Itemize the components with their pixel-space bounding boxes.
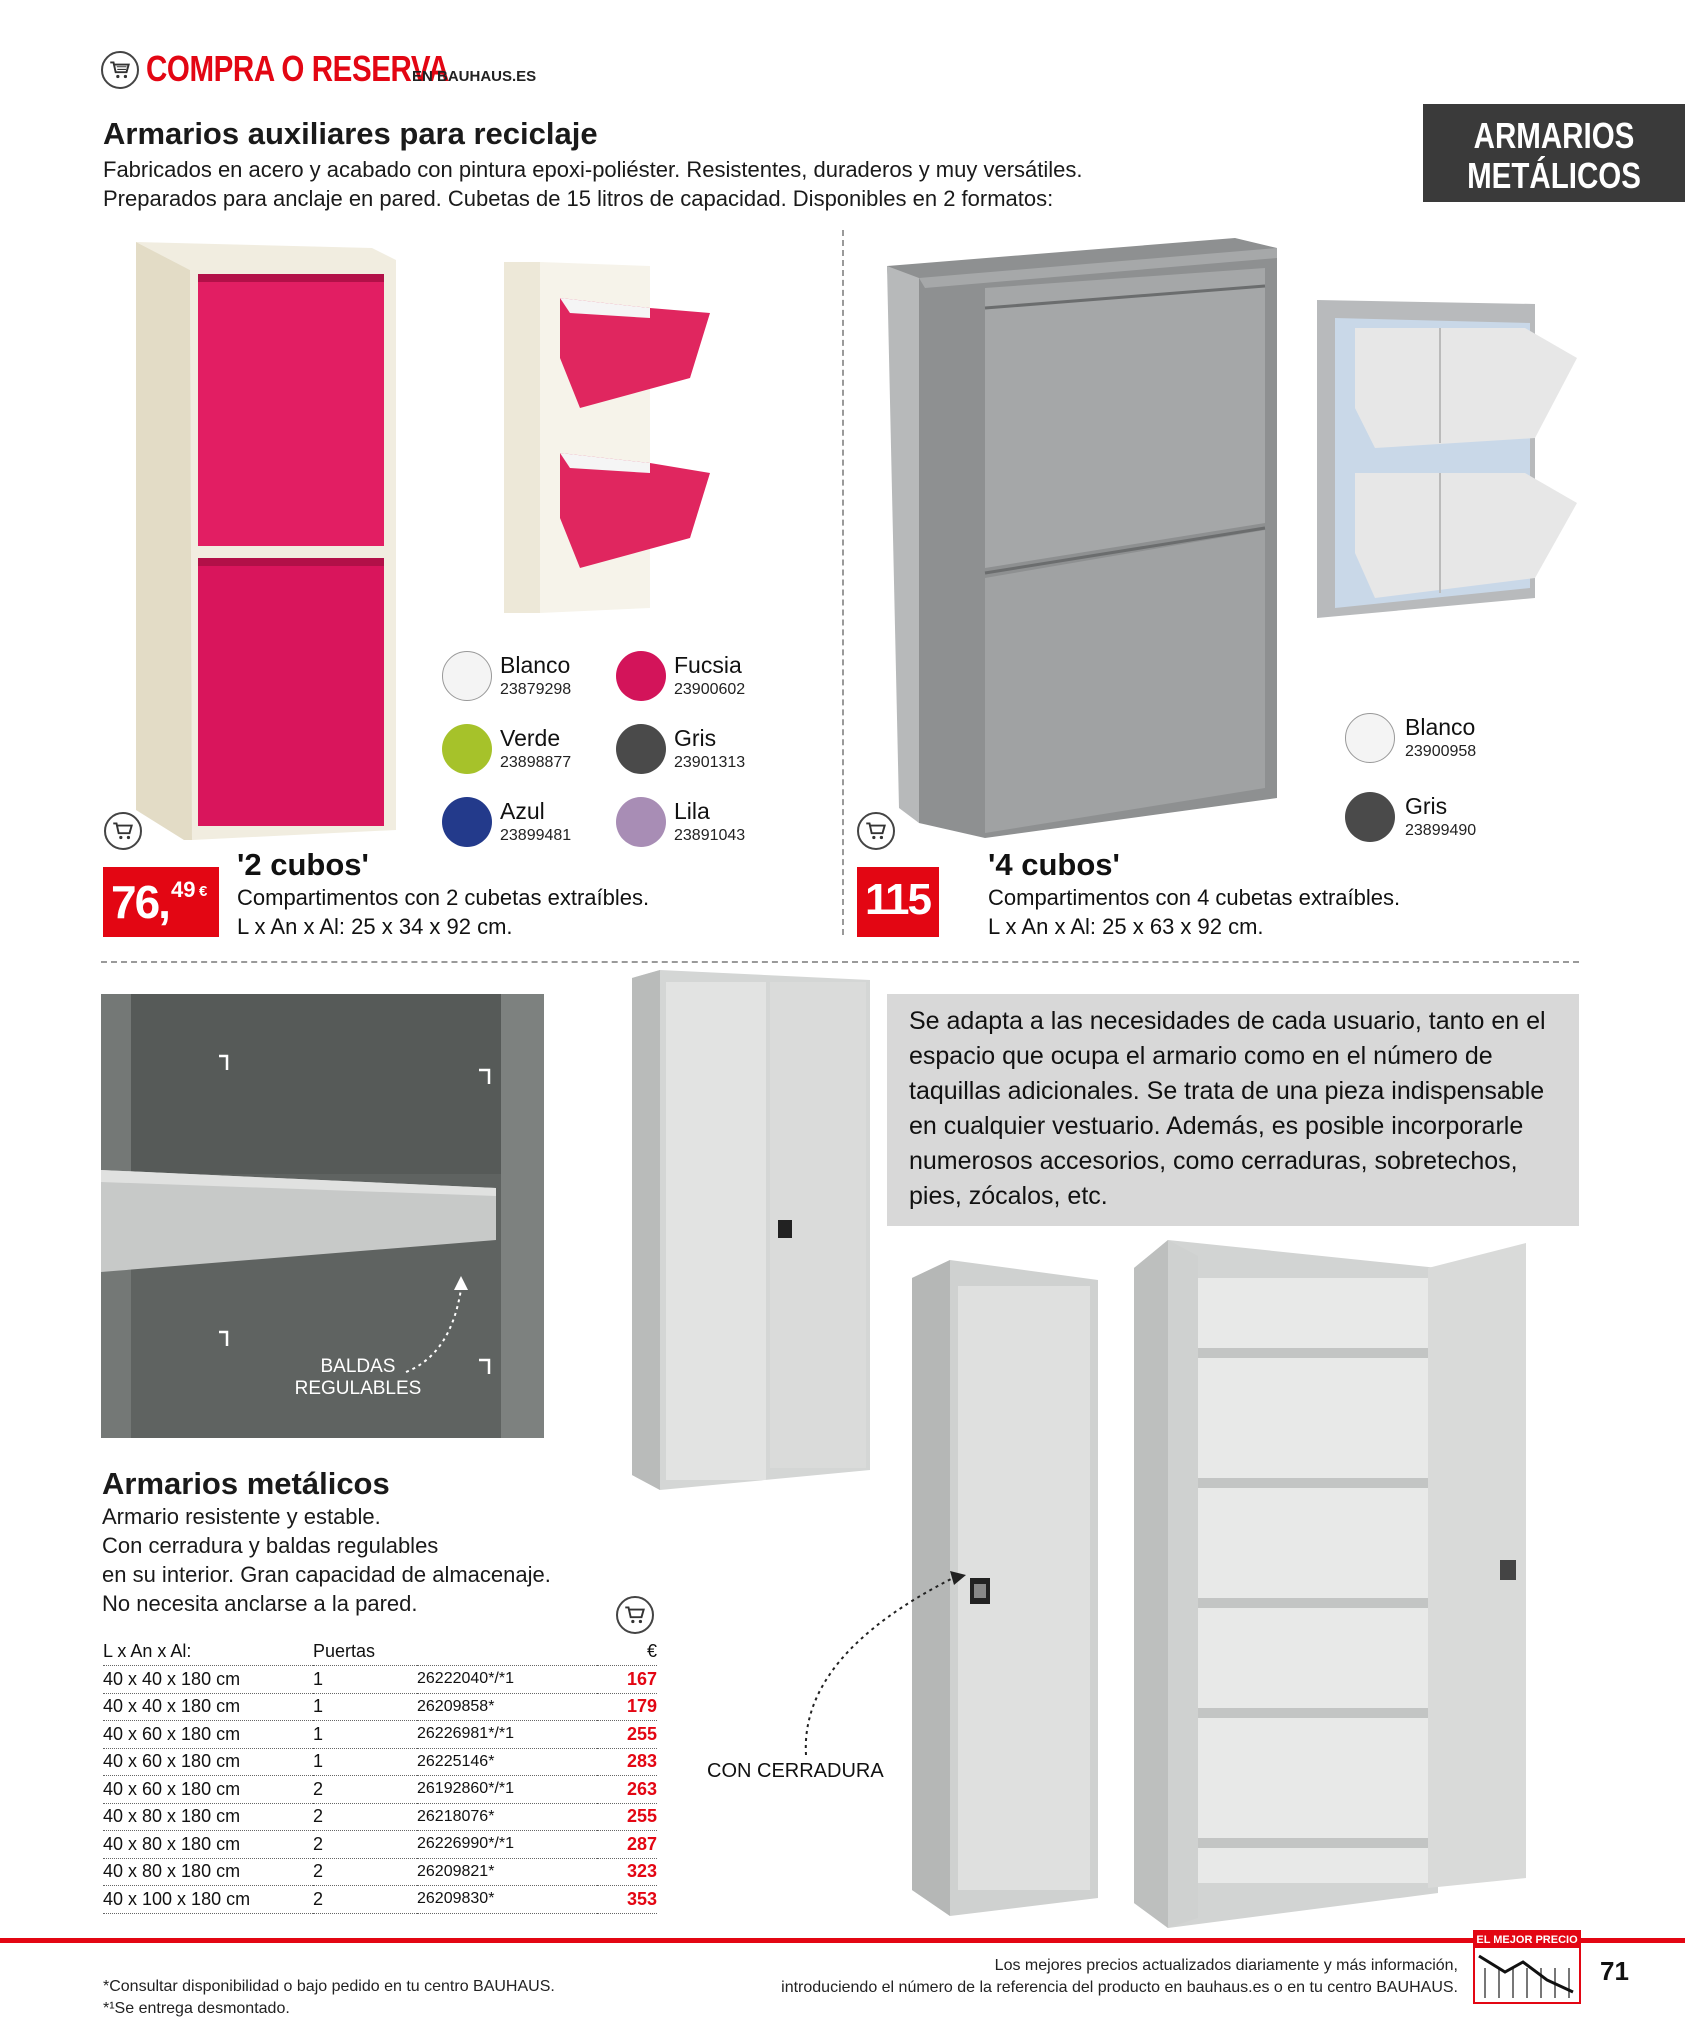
cell-doors: 1 bbox=[313, 1693, 417, 1721]
cell-ref[interactable]: 26209858* bbox=[417, 1693, 597, 1721]
recycling-desc-line1: Fabricados en acero y acabado con pintura epoxi-poliéster. Resistentes, duraderos y muy versátiles. bbox=[103, 157, 1083, 182]
table-row bbox=[103, 1831, 657, 1859]
metal-desc-line: No necesita anclarse a la pared. bbox=[102, 1591, 418, 1616]
cart-icon[interactable] bbox=[101, 51, 139, 89]
two-bin-line1: Compartimentos con 2 cubetas extraíbles. bbox=[237, 885, 650, 910]
feature-callout: Se adapta a las necesidades de cada usuario, tanto en el espacio que ocupa el armario como en el número de taquillas adicionales. Se trata de una pieza indispensable en cualquier vestuario. Además, es posible incorporarle numerosos accesorios, como cerraduras, sobretechos, pies, zócalos, etc. bbox=[887, 994, 1579, 1226]
table-row bbox=[103, 1721, 657, 1749]
table-row bbox=[103, 1776, 657, 1804]
price-currency: € bbox=[941, 887, 955, 914]
column-divider bbox=[842, 230, 844, 935]
header-dims: L x An x Al: bbox=[103, 1638, 313, 1666]
cell-price: 263 bbox=[597, 1776, 657, 1804]
page-number: 71 bbox=[1600, 1956, 1629, 1986]
price-integer: 76, bbox=[111, 876, 169, 928]
section-tab bbox=[1423, 104, 1685, 202]
four-bin-line1: Compartimentos con 4 cubetas extraíbles. bbox=[988, 885, 1401, 910]
cell-dims: 40 x 80 x 180 cm bbox=[103, 1858, 313, 1886]
metal-desc-line: Con cerradura y baldas regulables bbox=[102, 1533, 439, 1558]
table-row bbox=[103, 1803, 657, 1831]
swatch-code: 23898877 bbox=[500, 754, 572, 771]
lock-label: CON CERRADURA bbox=[707, 1760, 884, 1782]
swatch-gris[interactable] bbox=[616, 724, 666, 774]
header-title: COMPRA O RESERVA bbox=[146, 48, 449, 89]
cell-dims: 40 x 100 x 180 cm bbox=[103, 1886, 313, 1914]
cell-price: 167 bbox=[597, 1666, 657, 1694]
cell-doors: 2 bbox=[313, 1776, 417, 1804]
cell-ref[interactable]: 26225146* bbox=[417, 1748, 597, 1776]
table-row bbox=[103, 1748, 657, 1776]
footer-info bbox=[700, 1955, 1458, 1999]
section-tab-line1: ARMARIOS bbox=[1473, 115, 1635, 156]
swatch-name: Azul bbox=[500, 798, 545, 824]
four-bin-cabinet-image bbox=[885, 238, 1280, 838]
footer-note: *Consultar disponibilidad o bajo pedido en tu centro BAUHAUS. bbox=[103, 1978, 555, 1995]
swatch-code: 23879298 bbox=[500, 681, 572, 698]
two-bin-line2: L x An x Al: 25 x 34 x 92 cm. bbox=[237, 914, 513, 939]
cell-price: 283 bbox=[597, 1748, 657, 1776]
cell-doors: 2 bbox=[313, 1858, 417, 1886]
recycling-desc bbox=[103, 155, 1203, 213]
price-integer: 115 bbox=[865, 875, 930, 924]
footer-bar bbox=[0, 1938, 1685, 1943]
metal-title: Armarios metálicos bbox=[102, 1466, 390, 1501]
section-tab-line2: METÁLICOS bbox=[1467, 155, 1641, 196]
metal-desc-line: en su interior. Gran capacidad de almacenaje. bbox=[102, 1562, 551, 1587]
double-door-cabinet-image bbox=[630, 970, 875, 1490]
cell-doors: 1 bbox=[313, 1666, 417, 1694]
metal-desc bbox=[102, 1502, 551, 1618]
swatch-name: Lila bbox=[674, 798, 710, 824]
four-bin-name: '4 cubos' bbox=[988, 847, 1120, 882]
best-price-label: EL MEJOR PRECIO bbox=[1476, 1934, 1578, 1946]
cell-doors: 2 bbox=[313, 1803, 417, 1831]
cell-dims: 40 x 60 x 180 cm bbox=[103, 1776, 313, 1804]
cell-price: 323 bbox=[597, 1858, 657, 1886]
shelf-label bbox=[293, 1356, 423, 1400]
footer-notes bbox=[103, 1976, 555, 2020]
cart-icon[interactable] bbox=[616, 1596, 654, 1634]
shelf-label-line2: REGULABLES bbox=[294, 1378, 422, 1399]
swatch-code: 23900958 bbox=[1405, 743, 1477, 760]
table-header-row bbox=[103, 1638, 657, 1666]
recycling-title: Armarios auxiliares para reciclaje bbox=[103, 116, 598, 151]
cell-price: 287 bbox=[597, 1831, 657, 1859]
cell-doors: 1 bbox=[313, 1721, 417, 1749]
swatch-lila[interactable] bbox=[616, 797, 666, 847]
cell-price: 255 bbox=[597, 1803, 657, 1831]
table-row bbox=[103, 1886, 657, 1914]
header-subtitle: EN BAUHAUS.ES bbox=[412, 68, 537, 85]
footer-info-line: Los mejores precios actualizados diariamente y más información, bbox=[994, 1957, 1458, 1974]
cell-price: 353 bbox=[597, 1886, 657, 1914]
cell-dims: 40 x 60 x 180 cm bbox=[103, 1721, 313, 1749]
header-doors: Puertas bbox=[313, 1638, 417, 1666]
two-bin-name: '2 cubos' bbox=[237, 847, 369, 882]
cell-dims: 40 x 40 x 180 cm bbox=[103, 1693, 313, 1721]
cell-dims: 40 x 60 x 180 cm bbox=[103, 1748, 313, 1776]
cell-dims: 40 x 40 x 180 cm bbox=[103, 1666, 313, 1694]
cell-dims: 40 x 80 x 180 cm bbox=[103, 1803, 313, 1831]
price-currency: € bbox=[199, 883, 208, 900]
cell-doors: 1 bbox=[313, 1748, 417, 1776]
metal-desc-line: Armario resistente y estable. bbox=[102, 1504, 381, 1529]
shelf-label-line1: BALDAS bbox=[320, 1356, 396, 1377]
table-row bbox=[103, 1858, 657, 1886]
footer-note: *¹Se entrega desmontado. bbox=[103, 2000, 290, 2017]
cell-doors: 2 bbox=[313, 1886, 417, 1914]
price-trend-icon bbox=[1475, 1948, 1579, 2002]
swatch-code: 23891043 bbox=[674, 827, 746, 844]
swatch-name: Fucsia bbox=[674, 652, 742, 678]
best-price-badge bbox=[1473, 1930, 1581, 2004]
swatch-name: Blanco bbox=[500, 652, 571, 678]
cell-dims: 40 x 80 x 180 cm bbox=[103, 1831, 313, 1859]
cell-price: 255 bbox=[597, 1721, 657, 1749]
swatch-fucsia[interactable] bbox=[616, 651, 666, 701]
lock-pointer-arrow bbox=[790, 1565, 980, 1760]
cell-ref[interactable]: 26226990*/*1 bbox=[417, 1831, 597, 1859]
swatch-verde[interactable] bbox=[442, 724, 492, 774]
cell-ref[interactable]: 26218076* bbox=[417, 1803, 597, 1831]
four-bin-cabinet-open-image bbox=[1315, 298, 1580, 620]
cell-doors: 2 bbox=[313, 1831, 417, 1859]
cell-ref[interactable]: 26192860*/*1 bbox=[417, 1776, 597, 1804]
table-row bbox=[103, 1693, 657, 1721]
swatch-code: 23900602 bbox=[674, 681, 746, 698]
header-price: € bbox=[597, 1638, 657, 1666]
swatch-code: 23899481 bbox=[500, 827, 572, 844]
swatch-blanco[interactable] bbox=[1345, 713, 1395, 763]
swatch-code: 23899490 bbox=[1405, 822, 1477, 839]
two-bin-price bbox=[103, 867, 219, 937]
cell-ref[interactable]: 26209830* bbox=[417, 1886, 597, 1914]
swatch-name: Gris bbox=[674, 725, 717, 751]
section-divider bbox=[101, 961, 1579, 963]
cart-icon[interactable] bbox=[857, 812, 895, 850]
swatch-name: Gris bbox=[1405, 793, 1448, 819]
swatch-azul[interactable] bbox=[442, 797, 492, 847]
swatch-name: Blanco bbox=[1405, 714, 1476, 740]
cell-ref[interactable]: 26226981*/*1 bbox=[417, 1721, 597, 1749]
cell-price: 179 bbox=[597, 1693, 657, 1721]
recycling-desc-line2: Preparados para anclaje en pared. Cubetas de 15 litros de capacidad. Disponibles en 2 formatos: bbox=[103, 186, 1054, 211]
cell-ref[interactable]: 26222040*/*1 bbox=[417, 1666, 597, 1694]
open-cabinet-image bbox=[1128, 1238, 1528, 1930]
table-row bbox=[103, 1666, 657, 1694]
metal-spec-table bbox=[103, 1638, 657, 1914]
swatch-gris[interactable] bbox=[1345, 792, 1395, 842]
price-decimal: 49 bbox=[171, 877, 196, 902]
cart-icon[interactable] bbox=[104, 812, 142, 850]
cell-ref[interactable]: 26209821* bbox=[417, 1858, 597, 1886]
footer-info-line: introduciendo el número de la referencia del producto en bauhaus.es o en tu centro BAUHAUS. bbox=[781, 1979, 1458, 1996]
two-bin-cabinet-image bbox=[132, 240, 402, 840]
swatch-code: 23901313 bbox=[674, 754, 746, 771]
swatch-name: Verde bbox=[500, 725, 561, 751]
swatch-blanco[interactable] bbox=[442, 651, 492, 701]
four-bin-line2: L x An x Al: 25 x 63 x 92 cm. bbox=[988, 914, 1264, 939]
two-bin-cabinet-open-image bbox=[500, 258, 715, 618]
four-bin-price bbox=[857, 867, 955, 937]
